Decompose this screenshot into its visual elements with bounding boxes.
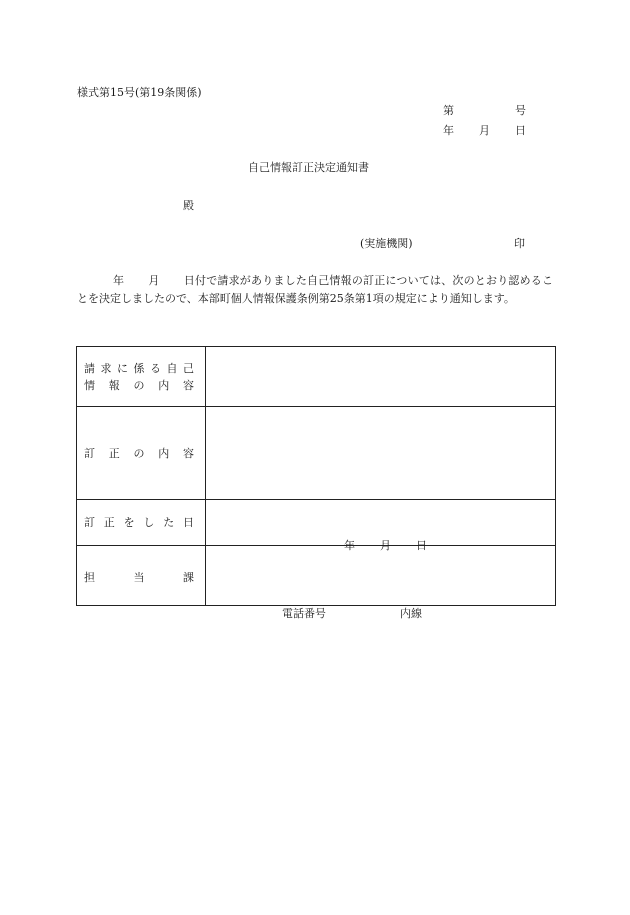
table-row [77, 407, 556, 500]
value-requested-info [206, 347, 556, 407]
extension-label: 内線 [400, 606, 422, 620]
agency-label: (実施機関) [360, 237, 413, 250]
doc-no-prefix: 第 [443, 104, 454, 117]
doc-no-suffix: 号 [515, 104, 526, 117]
correction-date-month: 月 [380, 538, 391, 552]
table-row [77, 500, 556, 546]
value-correction-content [206, 407, 556, 500]
date-day: 日 [515, 124, 526, 137]
label-correction-content: 訂 正 の 内 容 [77, 407, 206, 500]
date-month: 月 [479, 124, 490, 137]
form-id: 様式第15号(第19条関係) [77, 86, 202, 99]
body-lead-year: 年 [113, 274, 125, 287]
correction-date-year: 年 [344, 538, 355, 552]
value-department [206, 546, 556, 620]
label-requested-info: 請 求 に 係 る 自 己 情 報 の 内 容 [77, 347, 206, 407]
phone-label: 電話番号 [282, 606, 326, 620]
label-correction-date: 訂 正 を し た 日 [77, 500, 206, 546]
page-title: 自己情報訂正決定通知書 [248, 161, 369, 174]
value-correction-date [206, 500, 556, 552]
table-row [77, 546, 556, 606]
date-year: 年 [443, 124, 454, 137]
body-paragraph [77, 272, 553, 308]
seal-mark: 印 [514, 237, 525, 250]
addressee-suffix: 殿 [183, 199, 194, 212]
label-department: 担 当 課 [77, 546, 206, 606]
body-text: 日付で請求がありました自己情報の訂正については、次のとおり認めることを決定しましたので、本部町個人情報保護条例第25条第1項の規定により通知します。 [77, 274, 554, 305]
correction-table [76, 346, 556, 620]
table-row [77, 347, 556, 407]
correction-date-day: 日 [416, 538, 427, 552]
body-lead-month: 月 [148, 274, 160, 287]
